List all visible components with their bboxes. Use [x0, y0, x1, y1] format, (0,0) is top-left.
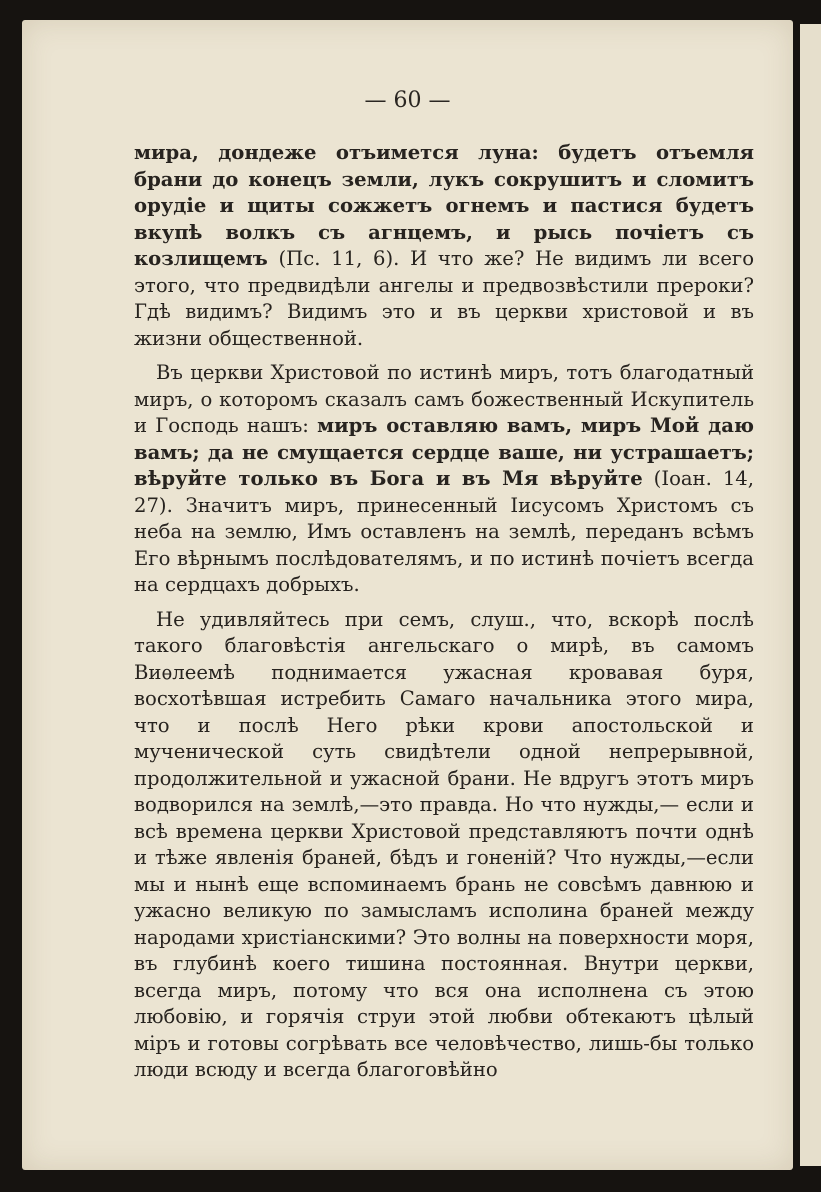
text-run: мира, дондеже отъимется луна: будетъ отъемля брани до конецъ земли, лукъ сокрушитъ и сломитъ орудіе и щиты сожжетъ огнемъ и пастися будетъ вкупѣ волкъ съ агнцемъ, и рысь почіетъ съ козлищемъ — [134, 141, 754, 270]
book-page — [22, 20, 793, 1170]
paragraph-2 — [134, 360, 754, 599]
text-run: Въ церкви Христовой по истинѣ миръ, тотъ благодатный миръ, о которомъ сказалъ самъ божественный Искупитель и Господь нашъ: — [134, 361, 754, 437]
text-run: (Пс. 11, 6). И что же? Не видимъ ли всего этого, что предвидѣли ангелы и предвозвѣстили прероки? Гдѣ видимъ? Видимъ это и въ церкви христовой и въ жизни общественной. — [134, 247, 754, 350]
paragraph-3 — [134, 607, 754, 1084]
page-number: — 60 — — [364, 88, 451, 113]
adjacent-page-edge — [800, 24, 821, 1166]
paragraph-1 — [134, 140, 754, 352]
text-run: (Іоан. 14, 27). Значитъ миръ, принесенный Іисусомъ Христомъ съ неба на землю, Имъ оставленъ на землѣ, переданъ всѣмъ Его вѣрнымъ послѣдователямъ, и по истинѣ почіетъ всегда на сердцахъ добрыхъ. — [134, 467, 754, 596]
page-text — [134, 140, 754, 1084]
text-run: миръ оставляю вамъ, миръ Мой даю вамъ; да не смущается сердце ваше, ни устрашаетъ; вѣруйте только въ Бога и въ Мя вѣруйте — [134, 414, 754, 490]
text-run: Не удивляйтесь при семъ, слуш., что, вскорѣ послѣ такого благовѣстія ангельскаго о мирѣ, въ самомъ Виѳлеемѣ поднимается ужасная кровавая буря, восхотѣвшая истребить Самаго начальника этого мира, что и послѣ Него рѣки крови апостольской и мученической суть свидѣтели одной непрерывной, продолжительной и ужасной брани. Не вдругъ этотъ миръ водворился на землѣ,—это правда. Но что нужды,— если и всѣ времена церкви Христовой представляютъ почти однѣ и тѣже явленія браней, бѣдъ и гоненій? Что нужды,—если мы и нынѣ еще вспоминаемъ брань не совсѣмъ давнюю и ужасно великую по замысламъ исполина браней между народами христіанскими? Это волны на поверхности моря, въ глубинѣ коего тишина постоянная. Внутри церкви, всегда миръ, потому что вся она исполнена съ этою любовію, и горячія струи этой любви обтекаютъ цѣлый міръ и готовы согрѣвать все человѣчество, лишь-бы только люди всюду и всегда благоговѣйно — [134, 607, 754, 1081]
